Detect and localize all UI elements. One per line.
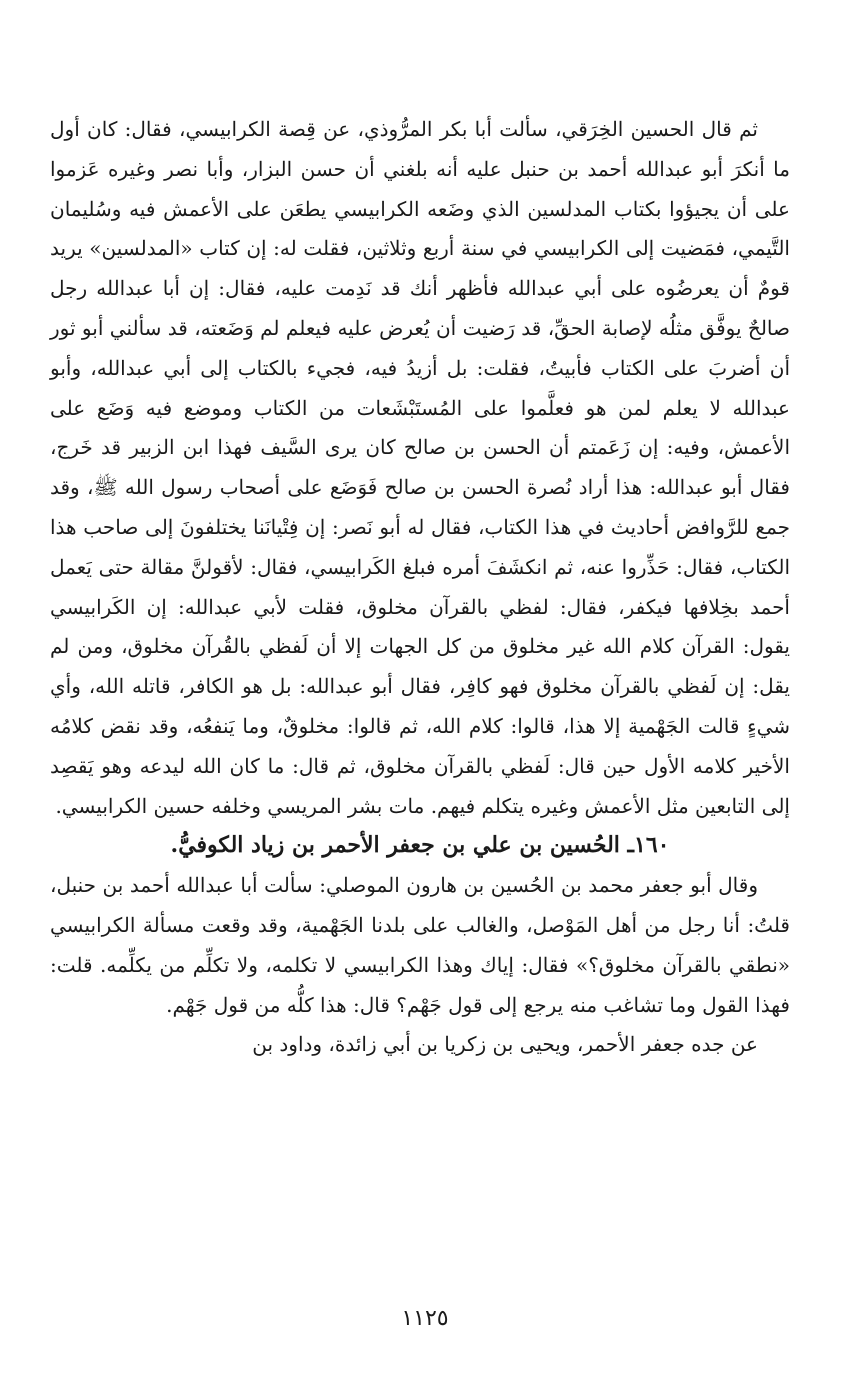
paragraph-entry-start: عن جده جعفر الأحمر، ويحيى بن زكريا بن أبي زائدة، وداود بن bbox=[252, 1032, 758, 1057]
paragraph-mosuli-question: وقال أبو جعفر محمد بن الحُسين بن هارون الموصلي: سألت أبا عبدالله أحمد بن حنبل، قلتُ: أنا رجل من أهل المَوْصل، والغالب على بلدنا الجَهْمية، وقد وقعت مسألة الكرابيسي «نطقي بالقرآن مخلوق؟» فقال: إياك وهذا الكرابيسي لا تكلمه، ولا تكلِّم من يكلِّمه. قلت: فهذا القول وما تشاغب منه يرجع إلى قول جَهْم؟ قال: هذا كلُّه من قول جَهْم. bbox=[50, 873, 790, 1017]
paragraph-karabisi-story: ثم قال الحسين الخِرَقي، سألت أبا بكر المرُّوذي، عن قِصة الكرابيسي، فقال: كان أول ما أنكرَ أبو عبدالله أحمد بن حنبل عليه أنه بلغني أن حسن البزار، وأبا نصر وغيره عَزموا على أن يجيؤوا بكتاب المدلسين الذي وضَعه الكرابيسي يطعَن على الأعمش فيه وسُليمان التَّيمي، فمَضيت إلى الكرابيسي في سنة أربع وثلاثين، فقلت له: إن كتاب «المدلسين» يريد قومٌ أن يعرضُوه على أبي عبدالله فأظهر أنك قد نَدِمت عليه، فقال: إن أبا عبدالله رجل صالحٌ يوفَّق مثلُه لإصابة الحقِّ، قد رَضيت أن يُعرض عليه فيعلم لم وَضَعته، قد سألني أبو ثور أن أضربَ على الكتاب فأبيتُ، فقلت: بل أزيدُ فيه، فجيء بالكتاب إلى أبي عبدالله، وأبو عبدالله لا يعلم لمن هو فعلَّموا على المُستَبْشَعات من الكتاب وموضع فيه وَضَع على الأعمش، وفيه: إن زَعَمتم أن الحسن بن صالح كان يرى السَّيف فهذا ابن الزبير قد خَرج، فقال أبو عبدالله: هذا أراد نُصرة الحسن بن صالح فَوَضَع على أصحاب رسول الله ﷺ، وقد جمع للرَّوافض أحاديث في هذا الكتاب، فقال له أبو نَصر: إن فِتْيانَنا يختلفونَ إلى صاحب هذا الكتاب، فقال: حَذِّروا عنه، ثم انكشَفَ أمره فبلغ الكَرابيسي، فقال: لأقولنَّ مقالة حتى يَعمل أحمد بخِلافها فيكفر، فقال: لفظي بالقرآن مخلوق، فقلت لأبي عبدالله: إن الكَرابيسي يقول: القرآن كلام الله غير مخلوق من كل الجهات إلا أن لَفظي بالقُرآن مخلوق، ومن لم يقل: إن لَفظي بالقرآن مخلوق فهو كافِر، فقال أبو عبدالله: بل هو الكافر، قاتله الله، وأي شيءٍ قالت الجَهْمية إلا هذا، قالوا: كلام الله، ثم قالوا: مخلوقٌ، وما يَنفعُه، وقد نقض كلامُه الأخير كلامه الأول حين قال: لَفظي بالقرآن مخلوق، ثم قال: ما كان الله ليدعه وهو يَقصِد إلى التابعين مثل الأعمش وغيره يتكلم فيهم. مات بشر المريسي وخلفه حسين الكرابيسي. bbox=[50, 117, 790, 818]
page-number: ١١٢٥ bbox=[401, 1306, 449, 1331]
entry-heading-160: ١٦٠ـ الحُسين بن علي بن جعفر الأحمر بن زياد الكوفيُّ. bbox=[170, 832, 670, 859]
body-text bbox=[50, 110, 790, 1065]
